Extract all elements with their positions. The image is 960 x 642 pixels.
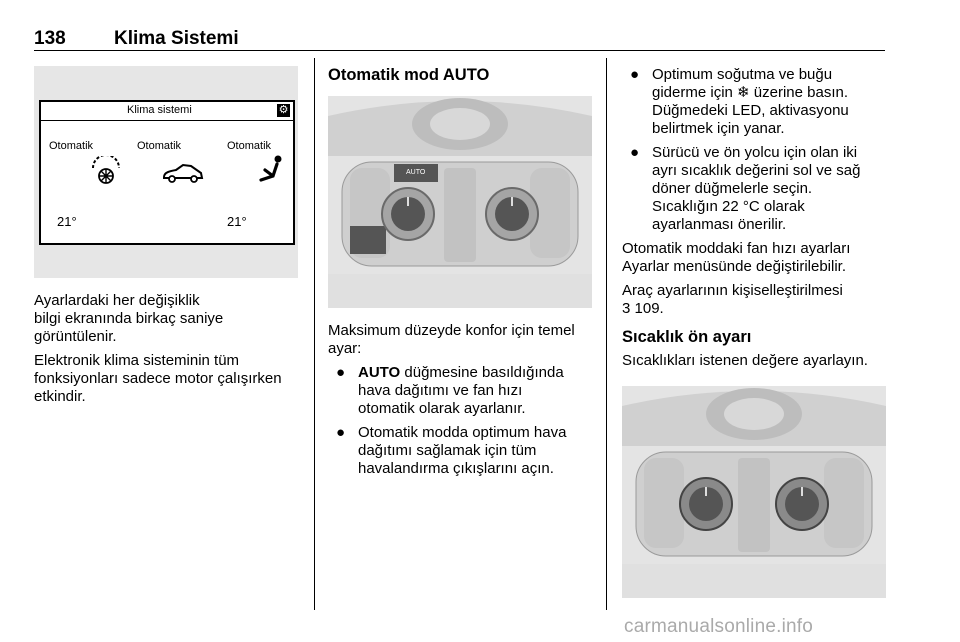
climate-display-figure [34,66,298,278]
column-1-text [34,292,304,412]
watermark: carmanualsonline.info [624,616,814,637]
bullet-open-vents [328,424,600,478]
control-panel-figure-temperature [622,386,886,598]
bullet-auto-text: düğmesine basıldığında hava dağıtımı ve fan hızı otomatik olarak ayarlanır. [358,364,564,417]
display-title: Klima sistemi [127,104,192,116]
paragraph-max-comfort: Maksimum düzeyde konfor için temel ayar: [328,322,575,357]
distribution-auto-label: Otomatik [137,140,182,152]
seat-auto-label: Otomatik [227,140,272,152]
bullet-cooling [622,66,892,138]
section-heading-temperature-preset: Sıcaklık ön ayarı [622,328,752,346]
climate-display-screen [39,100,295,245]
car-icon [161,162,205,184]
fan-icon [89,156,123,186]
temp-left: 21° [57,214,77,229]
temperature-control-panel [622,386,886,598]
climate-control-panel [328,96,592,308]
column-divider-1 [314,58,315,610]
bullet-dot: ● [336,424,346,441]
paragraph-engine-running: Elektronik klima sisteminin tüm fonksiyonları sadece motor çalışırken etkindir. [34,352,282,405]
temp-right: 21° [227,214,247,229]
bullet-auto-bold: AUTO [358,364,401,381]
display-title-bar [41,102,293,121]
bullet-cooling-text-b: üzerine basın. Düğmedeki LED, aktivasyonu belirtmek için yanar. [652,84,849,137]
bullet-temperature [622,144,892,234]
fan-auto-label: Otomatik [49,140,94,152]
auto-button-label: AUTO [406,169,426,176]
bullet-cooling-text-a: Optimum soğutma ve buğu giderme için [652,66,833,101]
bullet-temperature-text: Sürücü ve ön yolcu için olan iki ayrı sıcaklık değerini sol ve sağ döner düğmelerle seçin. Sıcaklığın 22 °C olarak ayarlanması önerilir. [652,144,861,233]
control-panel-figure-auto [328,96,592,308]
column-3-text [622,66,892,376]
paragraph-set-temperature: Sıcaklıkları istenen değere ayarlayın. [622,352,868,369]
page-title: Klima Sistemi [114,28,239,49]
bullet-dot: ● [336,364,346,381]
column-2-text [328,322,600,484]
seat-icon [255,154,285,186]
section-heading-auto: Otomatik mod AUTO [328,66,490,84]
header-rule [34,50,885,51]
personalization-text: Araç ayarlarının kişiselleştirilmesi [622,282,843,299]
bullet-dot: ● [630,144,640,161]
bullet-auto-button [328,364,600,418]
column-divider-2 [606,58,607,610]
page-reference-link[interactable]: 3 109. [622,300,664,317]
bullet-dot: ● [630,66,640,83]
paragraph-personalization [622,282,892,318]
bullet-open-vents-text: Otomatik modda optimum hava dağıtımı sağlamak için tüm havalandırma çıkışlarını açın. [358,424,567,477]
paragraph-fan-speed: Otomatik moddaki fan hızı ayarları Ayarlar menüsünde değiştirilebilir. [622,240,851,275]
snowflake-icon: ❄ [737,84,750,101]
page-number: 138 [34,28,66,49]
settings-icon: ⚙ [278,104,289,116]
paragraph-display-change: Ayarlardaki her değişiklik bilgi ekranında birkaç saniye görüntülenir. [34,292,224,345]
page-header [34,28,884,50]
